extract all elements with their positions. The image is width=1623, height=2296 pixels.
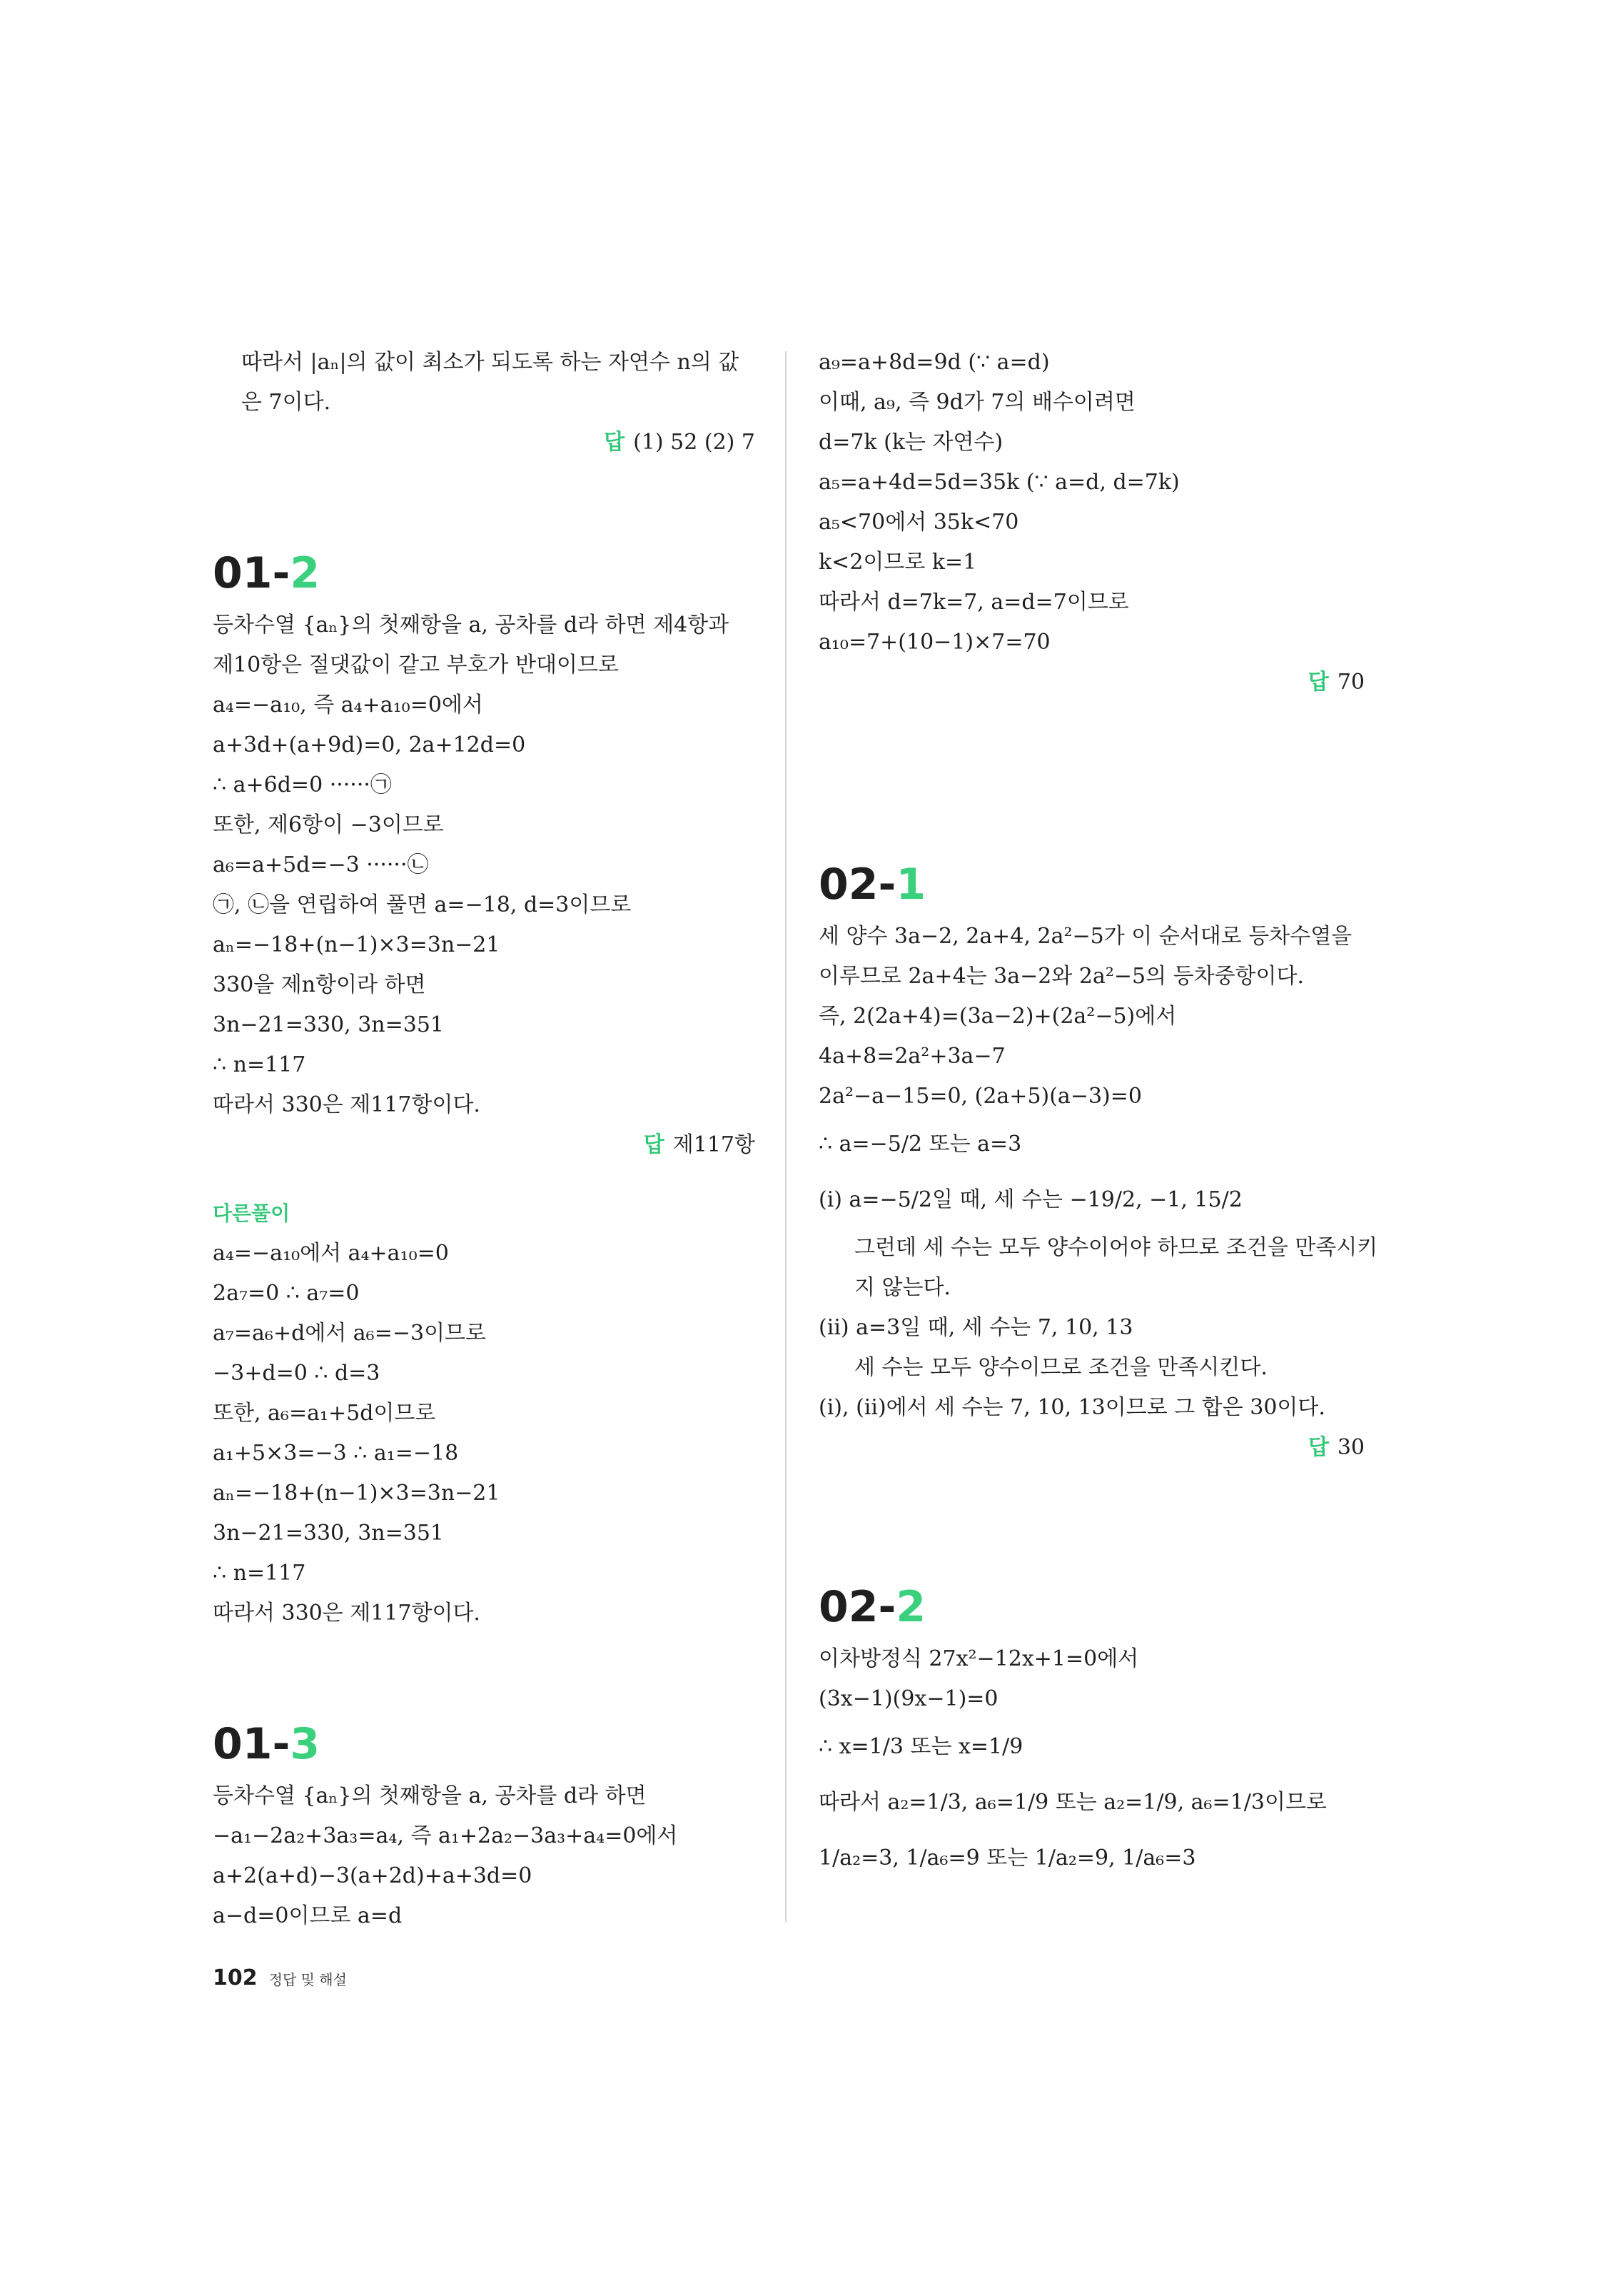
alt-line: aₙ=−18+(n−1)×3=3n−21 bbox=[213, 1481, 500, 1506]
solution-line: a₉=a+8d=9d (∵ a=d) bbox=[819, 350, 1050, 375]
solution-line: k<2이므로 k=1 bbox=[819, 550, 977, 575]
section-number: 01 bbox=[213, 1719, 273, 1769]
solution-line: 2a²−a−15=0, (2a+5)(a−3)=0 bbox=[819, 1084, 1142, 1109]
solution-line: ∴ a=−5/2 또는 a=3 bbox=[819, 1132, 1022, 1157]
solution-line: aₙ=−18+(n−1)×3=3n−21 bbox=[213, 932, 500, 957]
section-sub-number: 2 bbox=[896, 1582, 926, 1632]
alt-line: 2a₇=0 ∴ a₇=0 bbox=[213, 1281, 360, 1306]
solution-line: 따라서 330은 제117항이다. bbox=[213, 1092, 480, 1117]
column-divider bbox=[785, 351, 787, 1922]
solution-line: ㉠, ㉡을 연립하여 풀면 a=−18, d=3이므로 bbox=[213, 892, 632, 917]
alternative-solution-heading: 다른풀이 bbox=[213, 1202, 290, 1225]
solution-line: 이루므로 2a+4는 3a−2와 2a²−5의 등차중항이다. bbox=[819, 964, 1305, 989]
solution-line: d=7k (k는 자연수) bbox=[819, 430, 1003, 455]
solution-line: 그런데 세 수는 모두 양수이어야 하므로 조건을 만족시키 bbox=[854, 1235, 1378, 1260]
solution-line: (ⅱ) a=3일 때, 세 수는 7, 10, 13 bbox=[819, 1315, 1133, 1340]
solution-line: (3x−1)(9x−1)=0 bbox=[819, 1686, 998, 1711]
section-answer bbox=[819, 1428, 1365, 1468]
solution-line: ∴ a+6d=0 ······㉠ bbox=[213, 772, 392, 797]
solution-line: a₅=a+4d=5d=35k (∵ a=d, d=7k) bbox=[819, 470, 1180, 495]
left-column bbox=[213, 343, 755, 1936]
solution-line: ∴ x=1/3 또는 x=1/9 bbox=[819, 1734, 1023, 1759]
solution-line: 등차수열 {aₙ}의 첫째항을 a, 공차를 d라 하면 bbox=[213, 1783, 647, 1808]
footer-label: 정답 및 해설 bbox=[268, 1971, 347, 1988]
solution-line: 3n−21=330, 3n=351 bbox=[213, 1012, 444, 1037]
answer-mark: 답 bbox=[1308, 1435, 1329, 1460]
page-number: 102 bbox=[213, 1965, 258, 1990]
alt-line: ∴ n=117 bbox=[213, 1561, 306, 1586]
solution-line: a₆=a+5d=−3 ······㉡ bbox=[213, 852, 429, 877]
solution-line: 4a+8=2a²+3a−7 bbox=[819, 1044, 1006, 1069]
solution-line: 1/a₂=3, 1/a₆=9 또는 1/a₂=9, 1/a₆=3 bbox=[819, 1846, 1196, 1870]
solution-line: 330을 제n항이라 하면 bbox=[213, 972, 426, 997]
solution-line: a+3d+(a+9d)=0, 2a+12d=0 bbox=[213, 732, 526, 757]
section-number: 02 bbox=[819, 1582, 879, 1632]
solution-line: 지 않는다. bbox=[854, 1275, 951, 1300]
solution-line: 또한, 제6항이 −3이므로 bbox=[213, 812, 444, 837]
alt-line: a₄=−a₁₀에서 a₄+a₁₀=0 bbox=[213, 1241, 449, 1266]
answer-value: 70 bbox=[1337, 670, 1365, 695]
section-answer bbox=[819, 663, 1365, 703]
solution-line: 등차수열 {aₙ}의 첫째항을 a, 공차를 d라 하면 제4항과 bbox=[213, 613, 729, 638]
solution-line: ∴ n=117 bbox=[213, 1052, 306, 1077]
solution-line: 이때, a₉, 즉 9d가 7의 배수이려면 bbox=[819, 390, 1136, 415]
solution-line: 세 수는 모두 양수이므로 조건을 만족시킨다. bbox=[854, 1355, 1268, 1380]
section-title-02-2: 02-2 bbox=[819, 1582, 926, 1632]
solution-line: a+2(a+d)−3(a+2d)+a+3d=0 bbox=[213, 1863, 532, 1888]
solution-line: (ⅰ), (ⅱ)에서 세 수는 7, 10, 13이므로 그 합은 30이다. bbox=[819, 1395, 1325, 1420]
solution-line: (ⅰ) a=−5/2일 때, 세 수는 −19/2, −1, 15/2 bbox=[819, 1187, 1243, 1212]
answer-mark: 답 bbox=[604, 430, 625, 455]
solution-line: −a₁−2a₂+3a₃=a₄, 즉 a₁+2a₂−3a₃+a₄=0에서 bbox=[213, 1823, 678, 1848]
alt-line: a₇=a₆+d에서 a₆=−3이므로 bbox=[213, 1321, 487, 1346]
section-sub-number: 1 bbox=[896, 860, 926, 910]
section-sub-number: 2 bbox=[290, 548, 320, 598]
solution-line: a₅<70에서 35k<70 bbox=[819, 510, 1019, 535]
section-number: 01 bbox=[213, 548, 273, 598]
solution-line: 이차방정식 27x²−12x+1=0에서 bbox=[819, 1646, 1139, 1671]
answer-value: 30 bbox=[1337, 1435, 1365, 1460]
right-column bbox=[819, 343, 1378, 1886]
solution-line: a−d=0이므로 a=d bbox=[213, 1903, 403, 1928]
answer-mark: 답 bbox=[643, 1132, 664, 1157]
page-footer bbox=[213, 1965, 347, 1990]
section-title-01-2: 01-2 bbox=[213, 548, 320, 598]
intro-answer bbox=[213, 423, 755, 463]
alt-line: −3+d=0 ∴ d=3 bbox=[213, 1361, 380, 1386]
alt-line: 또한, a₆=a₁+5d이므로 bbox=[213, 1401, 436, 1426]
solution-line: 즉, 2(2a+4)=(3a−2)+(2a²−5)에서 bbox=[819, 1004, 1177, 1029]
solution-line: 따라서 d=7k=7, a=d=7이므로 bbox=[819, 590, 1129, 615]
section-title-01-3: 01-3 bbox=[213, 1719, 320, 1769]
answer-value: (1) 52 (2) 7 bbox=[633, 430, 755, 455]
solution-line: 세 양수 3a−2, 2a+4, 2a²−5가 이 순서대로 등차수열을 bbox=[819, 924, 1352, 949]
solution-line: 따라서 a₂=1/3, a₆=1/9 또는 a₂=1/9, a₆=1/3이므로 bbox=[819, 1790, 1327, 1815]
section-answer bbox=[213, 1125, 755, 1165]
intro-line: 은 7이다. bbox=[241, 390, 331, 415]
solution-line: a₁₀=7+(10−1)×7=70 bbox=[819, 630, 1051, 655]
section-title-02-1: 02-1 bbox=[819, 860, 926, 910]
solution-line: a₄=−a₁₀, 즉 a₄+a₁₀=0에서 bbox=[213, 693, 483, 718]
section-number: 02 bbox=[819, 860, 879, 910]
alt-line: 3n−21=330, 3n=351 bbox=[213, 1521, 444, 1546]
alt-line: 따라서 330은 제117항이다. bbox=[213, 1601, 480, 1626]
solution-line: 제10항은 절댓값이 같고 부호가 반대이므로 bbox=[213, 653, 619, 678]
answer-value: 제117항 bbox=[672, 1132, 755, 1157]
answer-mark: 답 bbox=[1308, 670, 1329, 695]
alt-line: a₁+5×3=−3 ∴ a₁=−18 bbox=[213, 1441, 459, 1466]
section-sub-number: 3 bbox=[290, 1719, 320, 1769]
intro-line: 따라서 |aₙ|의 값이 최소가 되도록 하는 자연수 n의 값 bbox=[241, 350, 739, 375]
